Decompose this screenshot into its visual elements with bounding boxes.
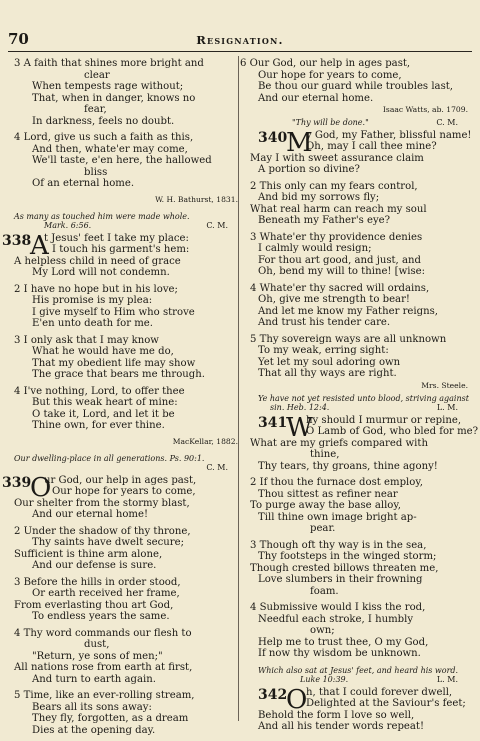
verse-line: And trust his tender care. xyxy=(258,317,391,328)
verse-line: Our hope for years to come, xyxy=(258,69,402,81)
attribution: MacKellar, 1882. xyxy=(172,436,238,446)
verse-line: bliss xyxy=(84,166,108,178)
drop-cap: W xyxy=(286,412,313,443)
verse-line: In darkness, feels no doubt. xyxy=(32,115,175,127)
verse-line: Oh, give me strength to bear! xyxy=(258,294,410,305)
verse-line: 5 Time, like an ever-rolling stream, xyxy=(14,690,195,701)
stanza xyxy=(240,283,472,329)
stanza xyxy=(14,386,242,432)
drop-cap: A xyxy=(30,230,49,261)
meter: C. M. xyxy=(436,118,458,127)
stanza xyxy=(240,232,472,278)
verse-line: Bears all its sons away: xyxy=(32,701,152,713)
verse-line: 4 Whate'er thy sacred will ordains, xyxy=(250,282,430,294)
page-title: Resignation. xyxy=(196,33,284,47)
verse-line: Thy saints have dwelt secure; xyxy=(32,537,184,548)
scripture-ref: sin. Heb. 12:4. xyxy=(270,403,330,412)
verse-line: pear. xyxy=(310,523,336,534)
prev-hymn xyxy=(14,58,242,204)
stanza xyxy=(14,628,242,686)
hymn-340 xyxy=(240,118,472,390)
verse-line: Thy tears, thy groans, thine agony! xyxy=(258,460,438,472)
verse-line: May I with sweet assurance claim xyxy=(250,152,424,164)
stanza xyxy=(240,438,472,473)
drop-cap: O xyxy=(286,684,308,715)
hymn-number: 341 xyxy=(258,414,288,431)
verse-line: Oh, may I call thee mine? xyxy=(306,141,437,152)
hymn-reference xyxy=(240,403,472,413)
verse-line: To endless years the same. xyxy=(32,611,170,622)
hymn-title: Which also sat at Jesus' feet, and heard his word. xyxy=(258,665,459,675)
stanza xyxy=(240,334,472,380)
verse-line: 4 Thy word commands our flesh to xyxy=(14,627,192,639)
verse-line: 3 Whate'er thy providence denies xyxy=(250,231,423,243)
verse-line: That my obedient life may show xyxy=(32,357,196,369)
verse-line: If now thy wisdom be unknown. xyxy=(258,648,421,659)
verse-line: Of an eternal home. xyxy=(32,178,135,189)
verse-line: Beneath my Father's eye? xyxy=(258,215,391,226)
hymn-title: "Thy will be done." xyxy=(292,118,369,127)
hymn-reference xyxy=(240,675,472,685)
attribution: Mrs. Steele. xyxy=(421,380,468,390)
verse-line: Needful each stroke, I humbly xyxy=(258,613,414,625)
stanza xyxy=(240,540,472,598)
verse-line: clear xyxy=(84,69,110,81)
meter: C. M. xyxy=(206,463,228,472)
verse-line: Yet let my soul adoring own xyxy=(258,356,401,368)
drop-cap: M xyxy=(286,127,313,158)
verse-line: Or earth received her frame, xyxy=(32,588,180,599)
verse-line: And our defense is sure. xyxy=(32,560,157,571)
verse-line: And bid my sorrows fly; xyxy=(258,192,380,203)
attribution: Isaac Watts, ab. 1709. xyxy=(382,105,468,114)
hymn-342 xyxy=(240,666,472,733)
hymn-number: 338 xyxy=(2,232,32,249)
verse-line: From everlasting thou art God, xyxy=(14,599,174,611)
verse-line: thine, xyxy=(310,449,340,460)
verse-line: fear, xyxy=(84,104,107,115)
header-rule xyxy=(8,51,472,52)
verse-line: 3 Though oft thy way is in the sea, xyxy=(250,539,427,551)
hymn-reference xyxy=(14,221,242,231)
stanza xyxy=(14,690,242,736)
scripture-ref: Mark. 6:56. xyxy=(44,221,92,230)
verse-line: My Lord will not condemn. xyxy=(32,267,170,278)
stanza xyxy=(240,710,472,733)
verse-line: But this weak heart of mine: xyxy=(32,397,178,408)
verse-line: A helpless child in need of grace xyxy=(14,255,181,267)
stanza xyxy=(240,181,472,227)
verse-line: Dies at the opening day. xyxy=(32,724,156,736)
left-column xyxy=(2,58,242,741)
verse-line: 2 I have no hope but in his love; xyxy=(14,283,178,295)
right-column xyxy=(240,58,479,738)
verse-line: His promise is my plea: xyxy=(32,295,153,306)
verse-line: E'en unto death for me. xyxy=(32,318,153,329)
verse-line: foam. xyxy=(310,585,339,597)
hymn-title-line xyxy=(240,118,472,128)
stanza xyxy=(14,526,242,572)
verse-line: Sufficient is thine arm alone, xyxy=(14,548,163,560)
meter: L. M. xyxy=(436,675,458,684)
verse-line: Be thou our guard while troubles last, xyxy=(258,81,454,92)
stanza xyxy=(14,335,242,381)
verse-line: And then, whate'er may come, xyxy=(32,143,188,155)
verse-line: ur God, our help in ages past, xyxy=(44,474,197,486)
verse-line: 5 Thy sovereign ways are all unknown xyxy=(250,333,447,345)
hymn-339-continued xyxy=(240,58,472,114)
verse-line: Though crested billows threaten me, xyxy=(250,562,439,574)
scripture-ref: Luke 10:39. xyxy=(300,675,349,684)
stanza xyxy=(240,58,472,104)
verse-line: Oh, bend my will to thine! [wise: xyxy=(258,266,426,277)
verse-line: Till thine own image bright ap- xyxy=(258,511,417,523)
stanza xyxy=(14,577,242,623)
verse-line: 3 I only ask that I may know xyxy=(14,334,159,346)
verse-line: Our hope for years to come, xyxy=(52,486,196,497)
verse-line: h, that I could forever dwell, xyxy=(306,686,453,698)
verse-line: And all his tender words repeat! xyxy=(258,721,425,732)
verse-line: 2 Under the shadow of thy throne, xyxy=(14,525,191,537)
verse-line: Thine own, for ever thine. xyxy=(32,420,165,431)
verse-line: All nations rose from earth at first, xyxy=(14,662,193,673)
hymn-title: Our dwelling-place in all generations. Ps. 90:1. xyxy=(14,453,205,463)
verse-line: 4 I've nothing, Lord, to offer thee xyxy=(14,385,185,397)
verse-line: Behold the form I love so well, xyxy=(258,709,415,721)
stanza xyxy=(240,602,472,660)
verse-line: O take it, Lord, and let it be xyxy=(32,408,175,420)
meter: L. M. xyxy=(436,403,458,412)
verse-line: 3 A faith that shines more bright and xyxy=(14,58,204,69)
page-number: 70 xyxy=(8,30,29,48)
verse-line: 2 This only can my fears control, xyxy=(250,180,418,192)
verse-line: And turn to earth again. xyxy=(32,673,156,685)
meter: C. M. xyxy=(206,221,228,230)
verse-line: y God, my Father, blissful name! xyxy=(306,129,472,141)
verse-line: The grace that bears me through. xyxy=(32,369,205,380)
stanza xyxy=(14,284,242,330)
hymn-title: Ye have not yet resisted unto blood, striving against xyxy=(258,393,469,403)
verse-line: What he would have me do, xyxy=(32,346,174,357)
drop-cap: O xyxy=(30,472,52,503)
verse-line: Our shelter from the stormy blast, xyxy=(14,497,190,509)
verse-line: For thou art good, and just, and xyxy=(258,254,421,266)
verse-line: 6 Our God, our help in ages past, xyxy=(240,58,411,69)
verse-line: 3 Before the hills in order stood, xyxy=(14,576,181,588)
verse-line: t Jesus' feet I take my place: xyxy=(44,232,189,244)
verse-line: We'll taste, e'en here, the hallowed xyxy=(32,155,212,166)
hymn-title: As many as touched him were made whole. xyxy=(14,211,190,221)
verse-line: "Return, ye sons of men;" xyxy=(32,650,163,662)
hymn-341 xyxy=(240,393,479,660)
hymn-339 xyxy=(2,453,242,737)
attribution: W. H. Bathurst, 1831. xyxy=(155,194,238,204)
verse-line: What are my griefs compared with xyxy=(250,437,428,449)
verse-line: 2 If thou the furnace dost employ, xyxy=(250,477,423,488)
verse-line: When tempests rage without; xyxy=(32,81,184,92)
verse-line: Thou sittest as refiner near xyxy=(258,488,398,500)
verse-line: dust, xyxy=(84,639,110,650)
verse-line: Help me to trust thee, O my God, xyxy=(258,636,429,648)
verse-line: To my weak, erring sight: xyxy=(258,345,389,356)
verse-line: O Lamb of God, who bled for me? xyxy=(306,426,479,437)
verse-line: I calmly would resign; xyxy=(258,243,372,254)
verse-line: I give myself to Him who strove xyxy=(32,306,195,318)
verse-line: Love slumbers in their frowning xyxy=(258,574,423,585)
verse-line: And our eternal home. xyxy=(258,92,374,104)
hymn-338 xyxy=(2,211,242,446)
stanza xyxy=(240,153,472,176)
verse-line: Thy footsteps in the winged storm; xyxy=(258,551,437,562)
hymn-number: 340 xyxy=(258,129,288,146)
verse-line: What real harm can reach my soul xyxy=(250,203,427,215)
hymn-number: 342 xyxy=(258,686,288,703)
verse-line: hy should I murmur or repine, xyxy=(306,414,462,426)
stanza xyxy=(14,132,242,190)
verse-line: And let me know my Father reigns, xyxy=(258,305,438,317)
verse-line: They fly, forgotten, as a dream xyxy=(32,713,189,724)
stanza xyxy=(14,58,242,127)
verse-line: That, when in danger, knows no xyxy=(32,92,196,104)
verse-line: 4 Submissive would I kiss the rod, xyxy=(250,602,426,613)
verse-line: To purge away the base alloy, xyxy=(250,500,401,511)
verse-line: 4 Lord, give us such a faith as this, xyxy=(14,132,194,143)
verse-line: Delighted at the Saviour's feet; xyxy=(306,698,466,709)
hymn-number: 339 xyxy=(2,474,32,491)
verse-line: And our eternal home! xyxy=(32,509,149,520)
verse-line: own; xyxy=(310,625,335,636)
verse-line: That all thy ways are right. xyxy=(258,368,397,379)
stanza xyxy=(240,477,472,535)
verse-line: A portion so divine? xyxy=(258,164,360,175)
verse-line: I touch his garment's hem: xyxy=(52,244,190,255)
hymn-reference xyxy=(14,463,242,473)
